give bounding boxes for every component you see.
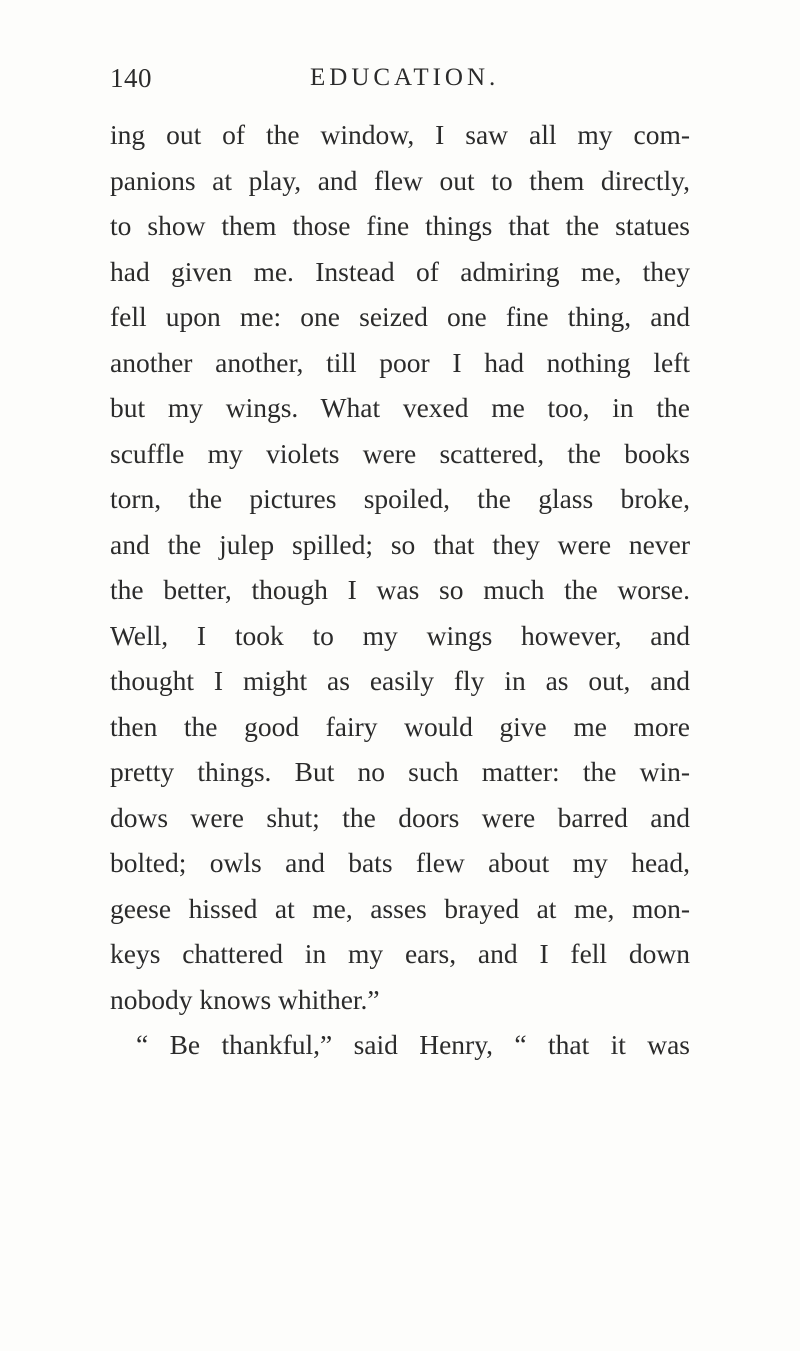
- text-line: the better, though I was so much the worse.: [110, 574, 690, 605]
- text-line: “ Be thankful,” said Henry, “ that it was: [136, 1029, 690, 1060]
- page-number: 140: [110, 63, 152, 93]
- page-header: [110, 58, 690, 98]
- text-line: Well, I took to my wings however, and: [110, 619, 690, 651]
- text-line: and the julep spilled; so that they were never: [110, 528, 690, 560]
- text-line: another another, till poor I had nothing left: [110, 346, 690, 378]
- body-text: [110, 112, 690, 1068]
- text-line: geese hissed at me, asses brayed at me, mon-: [110, 892, 690, 924]
- text-line: dows were shut; the doors were barred and: [110, 801, 690, 833]
- text-line: torn, the pictures spoiled, the glass broke,: [110, 483, 690, 514]
- text-line: panions at play, and flew out to them directly,: [110, 164, 690, 196]
- text-line: ing out of the window, I saw all my com-: [110, 119, 690, 150]
- text-line: thought I might as easily fly in as out, and: [110, 665, 690, 696]
- text-line: had given me. Instead of admiring me, they: [110, 255, 690, 287]
- text-line: scuffle my violets were scattered, the books: [110, 437, 690, 469]
- text-line: nobody knows whither.”: [110, 983, 380, 1015]
- text-line: then the good fairy would give me more: [110, 710, 690, 742]
- running-head: EDUCATION.: [310, 64, 500, 91]
- text-line: but my wings. What vexed me too, in the: [110, 392, 690, 423]
- text-line: keys chattered in my ears, and I fell down: [110, 938, 690, 969]
- text-line: to show them those fine things that the statues: [110, 210, 690, 241]
- text-line: pretty things. But no such matter: the win-: [110, 756, 690, 787]
- text-line: bolted; owls and bats flew about my head,: [110, 847, 690, 878]
- text-line: fell upon me: one seized one fine thing, and: [110, 301, 690, 332]
